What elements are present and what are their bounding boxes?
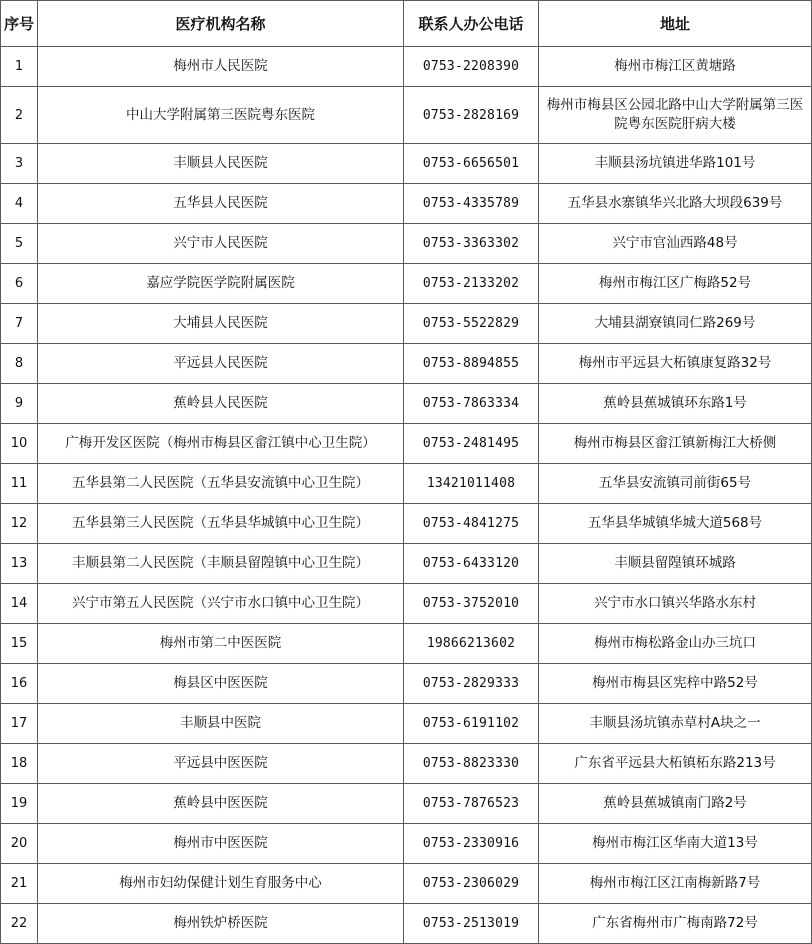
table-row [1,384,812,424]
cell-phone: 0753-2829333 [404,664,539,704]
cell-no: 13 [1,544,38,584]
cell-no: 9 [1,384,38,424]
cell-phone: 0753-4335789 [404,184,539,224]
cell-address: 梅州市梅江区华南大道13号 [539,824,812,864]
cell-phone: 0753-7876523 [404,784,539,824]
cell-address: 梅州市梅江区广梅路52号 [539,264,812,304]
table-row [1,424,812,464]
cell-address: 五华县华城镇华城大道568号 [539,504,812,544]
cell-phone: 0753-6191102 [404,704,539,744]
cell-no: 15 [1,624,38,664]
cell-phone: 0753-5522829 [404,304,539,344]
cell-name: 广梅开发区医院（梅州市梅县区畲江镇中心卫生院） [38,424,404,464]
cell-phone: 0753-8823330 [404,744,539,784]
cell-name: 梅州市人民医院 [38,47,404,87]
table-row [1,664,812,704]
cell-phone: 0753-3363302 [404,224,539,264]
table-row [1,464,812,504]
cell-name: 大埔县人民医院 [38,304,404,344]
cell-name: 五华县第二人民医院（五华县安流镇中心卫生院） [38,464,404,504]
cell-name: 丰顺县人民医院 [38,144,404,184]
cell-name: 中山大学附属第三医院粤东医院 [38,87,404,144]
table-row [1,504,812,544]
cell-no: 1 [1,47,38,87]
cell-address: 广东省梅州市广梅南路72号 [539,904,812,944]
table-row [1,544,812,584]
cell-phone: 0753-2481495 [404,424,539,464]
cell-no: 6 [1,264,38,304]
cell-no: 10 [1,424,38,464]
cell-address: 梅州市梅松路金山办三坑口 [539,624,812,664]
cell-address: 梅州市梅县区公园北路中山大学附属第三医院粤东医院肝病大楼 [539,87,812,144]
cell-phone: 0753-2513019 [404,904,539,944]
table-row [1,864,812,904]
cell-address: 兴宁市水口镇兴华路水东村 [539,584,812,624]
cell-address: 丰顺县汤坑镇进华路101号 [539,144,812,184]
table-row [1,304,812,344]
cell-name: 梅州市中医医院 [38,824,404,864]
cell-name: 平远县人民医院 [38,344,404,384]
cell-name: 梅县区中医医院 [38,664,404,704]
table-row [1,824,812,864]
cell-no: 5 [1,224,38,264]
cell-address: 梅州市平远县大柘镇康复路32号 [539,344,812,384]
cell-no: 11 [1,464,38,504]
header-name: 医疗机构名称 [38,1,404,47]
cell-address: 五华县安流镇司前街65号 [539,464,812,504]
cell-no: 8 [1,344,38,384]
cell-phone: 19866213602 [404,624,539,664]
cell-phone: 0753-2330916 [404,824,539,864]
table-row [1,704,812,744]
cell-name: 兴宁市第五人民医院（兴宁市水口镇中心卫生院） [38,584,404,624]
cell-address: 蕉岭县蕉城镇南门路2号 [539,784,812,824]
cell-phone: 0753-7863334 [404,384,539,424]
header-row [1,1,812,47]
cell-phone: 0753-8894855 [404,344,539,384]
cell-address: 大埔县湖寮镇同仁路269号 [539,304,812,344]
cell-phone: 0753-2208390 [404,47,539,87]
cell-phone: 0753-3752010 [404,584,539,624]
cell-address: 广东省平远县大柘镇柘东路213号 [539,744,812,784]
cell-no: 14 [1,584,38,624]
cell-name: 梅州市第二中医医院 [38,624,404,664]
cell-no: 19 [1,784,38,824]
cell-address: 梅州市梅江区江南梅新路7号 [539,864,812,904]
table-row [1,744,812,784]
cell-no: 2 [1,87,38,144]
cell-phone: 13421011408 [404,464,539,504]
cell-name: 嘉应学院医学院附属医院 [38,264,404,304]
cell-phone: 0753-2133202 [404,264,539,304]
cell-no: 12 [1,504,38,544]
cell-no: 21 [1,864,38,904]
cell-no: 22 [1,904,38,944]
table-row [1,784,812,824]
cell-name: 兴宁市人民医院 [38,224,404,264]
cell-name: 梅州市妇幼保健计划生育服务中心 [38,864,404,904]
cell-name: 丰顺县中医院 [38,704,404,744]
table-row [1,344,812,384]
cell-address: 梅州市梅江区黄塘路 [539,47,812,87]
cell-name: 蕉岭县中医医院 [38,784,404,824]
table-row [1,624,812,664]
cell-no: 18 [1,744,38,784]
table-row [1,144,812,184]
cell-no: 16 [1,664,38,704]
cell-name: 蕉岭县人民医院 [38,384,404,424]
cell-address: 丰顺县留隍镇环城路 [539,544,812,584]
cell-no: 17 [1,704,38,744]
cell-address: 兴宁市官汕西路48号 [539,224,812,264]
table-row [1,47,812,87]
cell-address: 梅州市梅县区宪梓中路52号 [539,664,812,704]
cell-name: 平远县中医医院 [38,744,404,784]
cell-phone: 0753-6433120 [404,544,539,584]
cell-address: 蕉岭县蕉城镇环东路1号 [539,384,812,424]
cell-address: 梅州市梅县区畲江镇新梅江大桥侧 [539,424,812,464]
table-row [1,87,812,144]
cell-phone: 0753-6656501 [404,144,539,184]
cell-phone: 0753-2828169 [404,87,539,144]
cell-name: 五华县第三人民医院（五华县华城镇中心卫生院） [38,504,404,544]
cell-phone: 0753-2306029 [404,864,539,904]
table-row [1,184,812,224]
table-row [1,264,812,304]
cell-name: 丰顺县第二人民医院（丰顺县留隍镇中心卫生院） [38,544,404,584]
cell-no: 7 [1,304,38,344]
cell-no: 20 [1,824,38,864]
cell-no: 3 [1,144,38,184]
cell-phone: 0753-4841275 [404,504,539,544]
cell-name: 梅州铁炉桥医院 [38,904,404,944]
table-row [1,904,812,944]
header-address: 地址 [539,1,812,47]
header-phone: 联系人办公电话 [404,1,539,47]
table-body [1,47,812,944]
cell-address: 丰顺县汤坑镇赤草村A块之一 [539,704,812,744]
table-row [1,584,812,624]
cell-name: 五华县人民医院 [38,184,404,224]
cell-address: 五华县水寨镇华兴北路大坝段639号 [539,184,812,224]
cell-no: 4 [1,184,38,224]
table-row [1,224,812,264]
header-no: 序号 [1,1,38,47]
